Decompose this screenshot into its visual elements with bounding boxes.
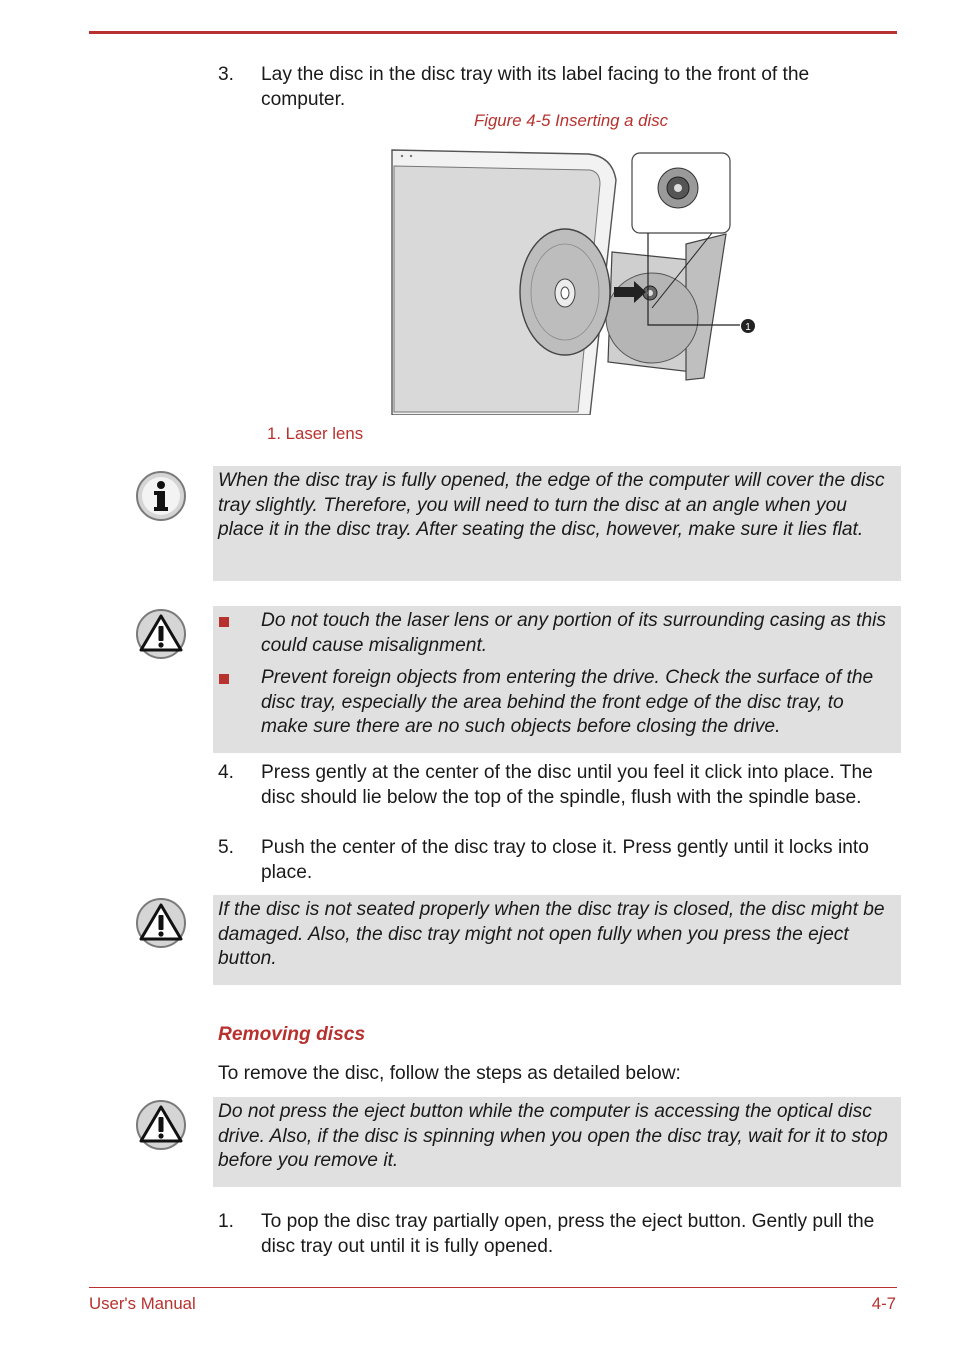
step-number: 5.	[218, 837, 235, 858]
info-note	[213, 466, 901, 581]
footer-rule	[89, 1287, 897, 1288]
warning-triangle-icon	[135, 1099, 187, 1151]
caution-list-item: Do not touch the laser lens or any portion of its surrounding casing as this could cause misalignment.	[213, 609, 901, 658]
caution-note-text: Do not press the eject button while the computer is accessing the optical disc drive. Also, if the disc is spinning when you open the disc tray, wait for it to stop before you remove it.	[218, 1101, 888, 1172]
step-1	[218, 1210, 898, 1259]
step-number: 3.	[218, 64, 235, 85]
footer-manual-title: User's Manual	[89, 1294, 196, 1313]
caution-list	[213, 609, 901, 740]
bullet-square-icon	[219, 617, 229, 627]
warning-triangle-icon	[135, 897, 187, 949]
disc-insertion-illustration	[390, 140, 765, 415]
step-number: 1.	[218, 1211, 235, 1232]
caution-note-1	[213, 606, 901, 753]
figure-caption: Figure 4-5 Inserting a disc	[474, 111, 669, 130]
step-4	[218, 761, 898, 810]
info-note-text: When the disc tray is fully opened, the edge of the computer will cover the disc tray slightly. Therefore, you will need to turn the disc at an angle when you place it in the disc tray. After seating the disc, however, make sure it lies flat.	[218, 470, 885, 541]
section-intro: To remove the disc, follow the steps as detailed below:	[218, 1063, 681, 1084]
step-text: Push the center of the disc tray to close it. Press gently until it locks into place.	[261, 837, 869, 883]
step-text: To pop the disc tray partially open, press the eject button. Gently pull the disc tray out until it is fully opened.	[261, 1211, 875, 1257]
footer-page-number: 4-7	[871, 1294, 896, 1313]
step-5	[218, 836, 898, 885]
figure-legend: 1. Laser lens	[267, 424, 364, 443]
caution-note-3	[213, 1097, 901, 1187]
caution-list-item: Prevent foreign objects from entering the drive. Check the surface of the disc tray, especially the area behind the front edge of the disc tray, to make sure there are no such objects before closing the drive.	[213, 666, 901, 740]
step-number: 4.	[218, 762, 235, 783]
caution-note-2	[213, 895, 901, 985]
warning-triangle-icon	[135, 608, 187, 660]
section-heading: Removing discs	[218, 1024, 366, 1045]
step-text: Press gently at the center of the disc until you feel it click into place. The disc should lie below the top of the spindle, flush with the spindle base.	[261, 762, 873, 808]
step-text: Lay the disc in the disc tray with its label facing to the front of the computer.	[261, 64, 810, 110]
info-icon	[135, 470, 187, 522]
bullet-square-icon	[219, 674, 229, 684]
callout-number: 1	[745, 322, 751, 333]
step-3	[218, 63, 898, 112]
header-rule	[89, 31, 897, 34]
caution-note-text: If the disc is not seated properly when the disc tray is closed, the disc might be damaged. Also, the disc tray might not open fully when you press the eject button.	[218, 899, 885, 970]
